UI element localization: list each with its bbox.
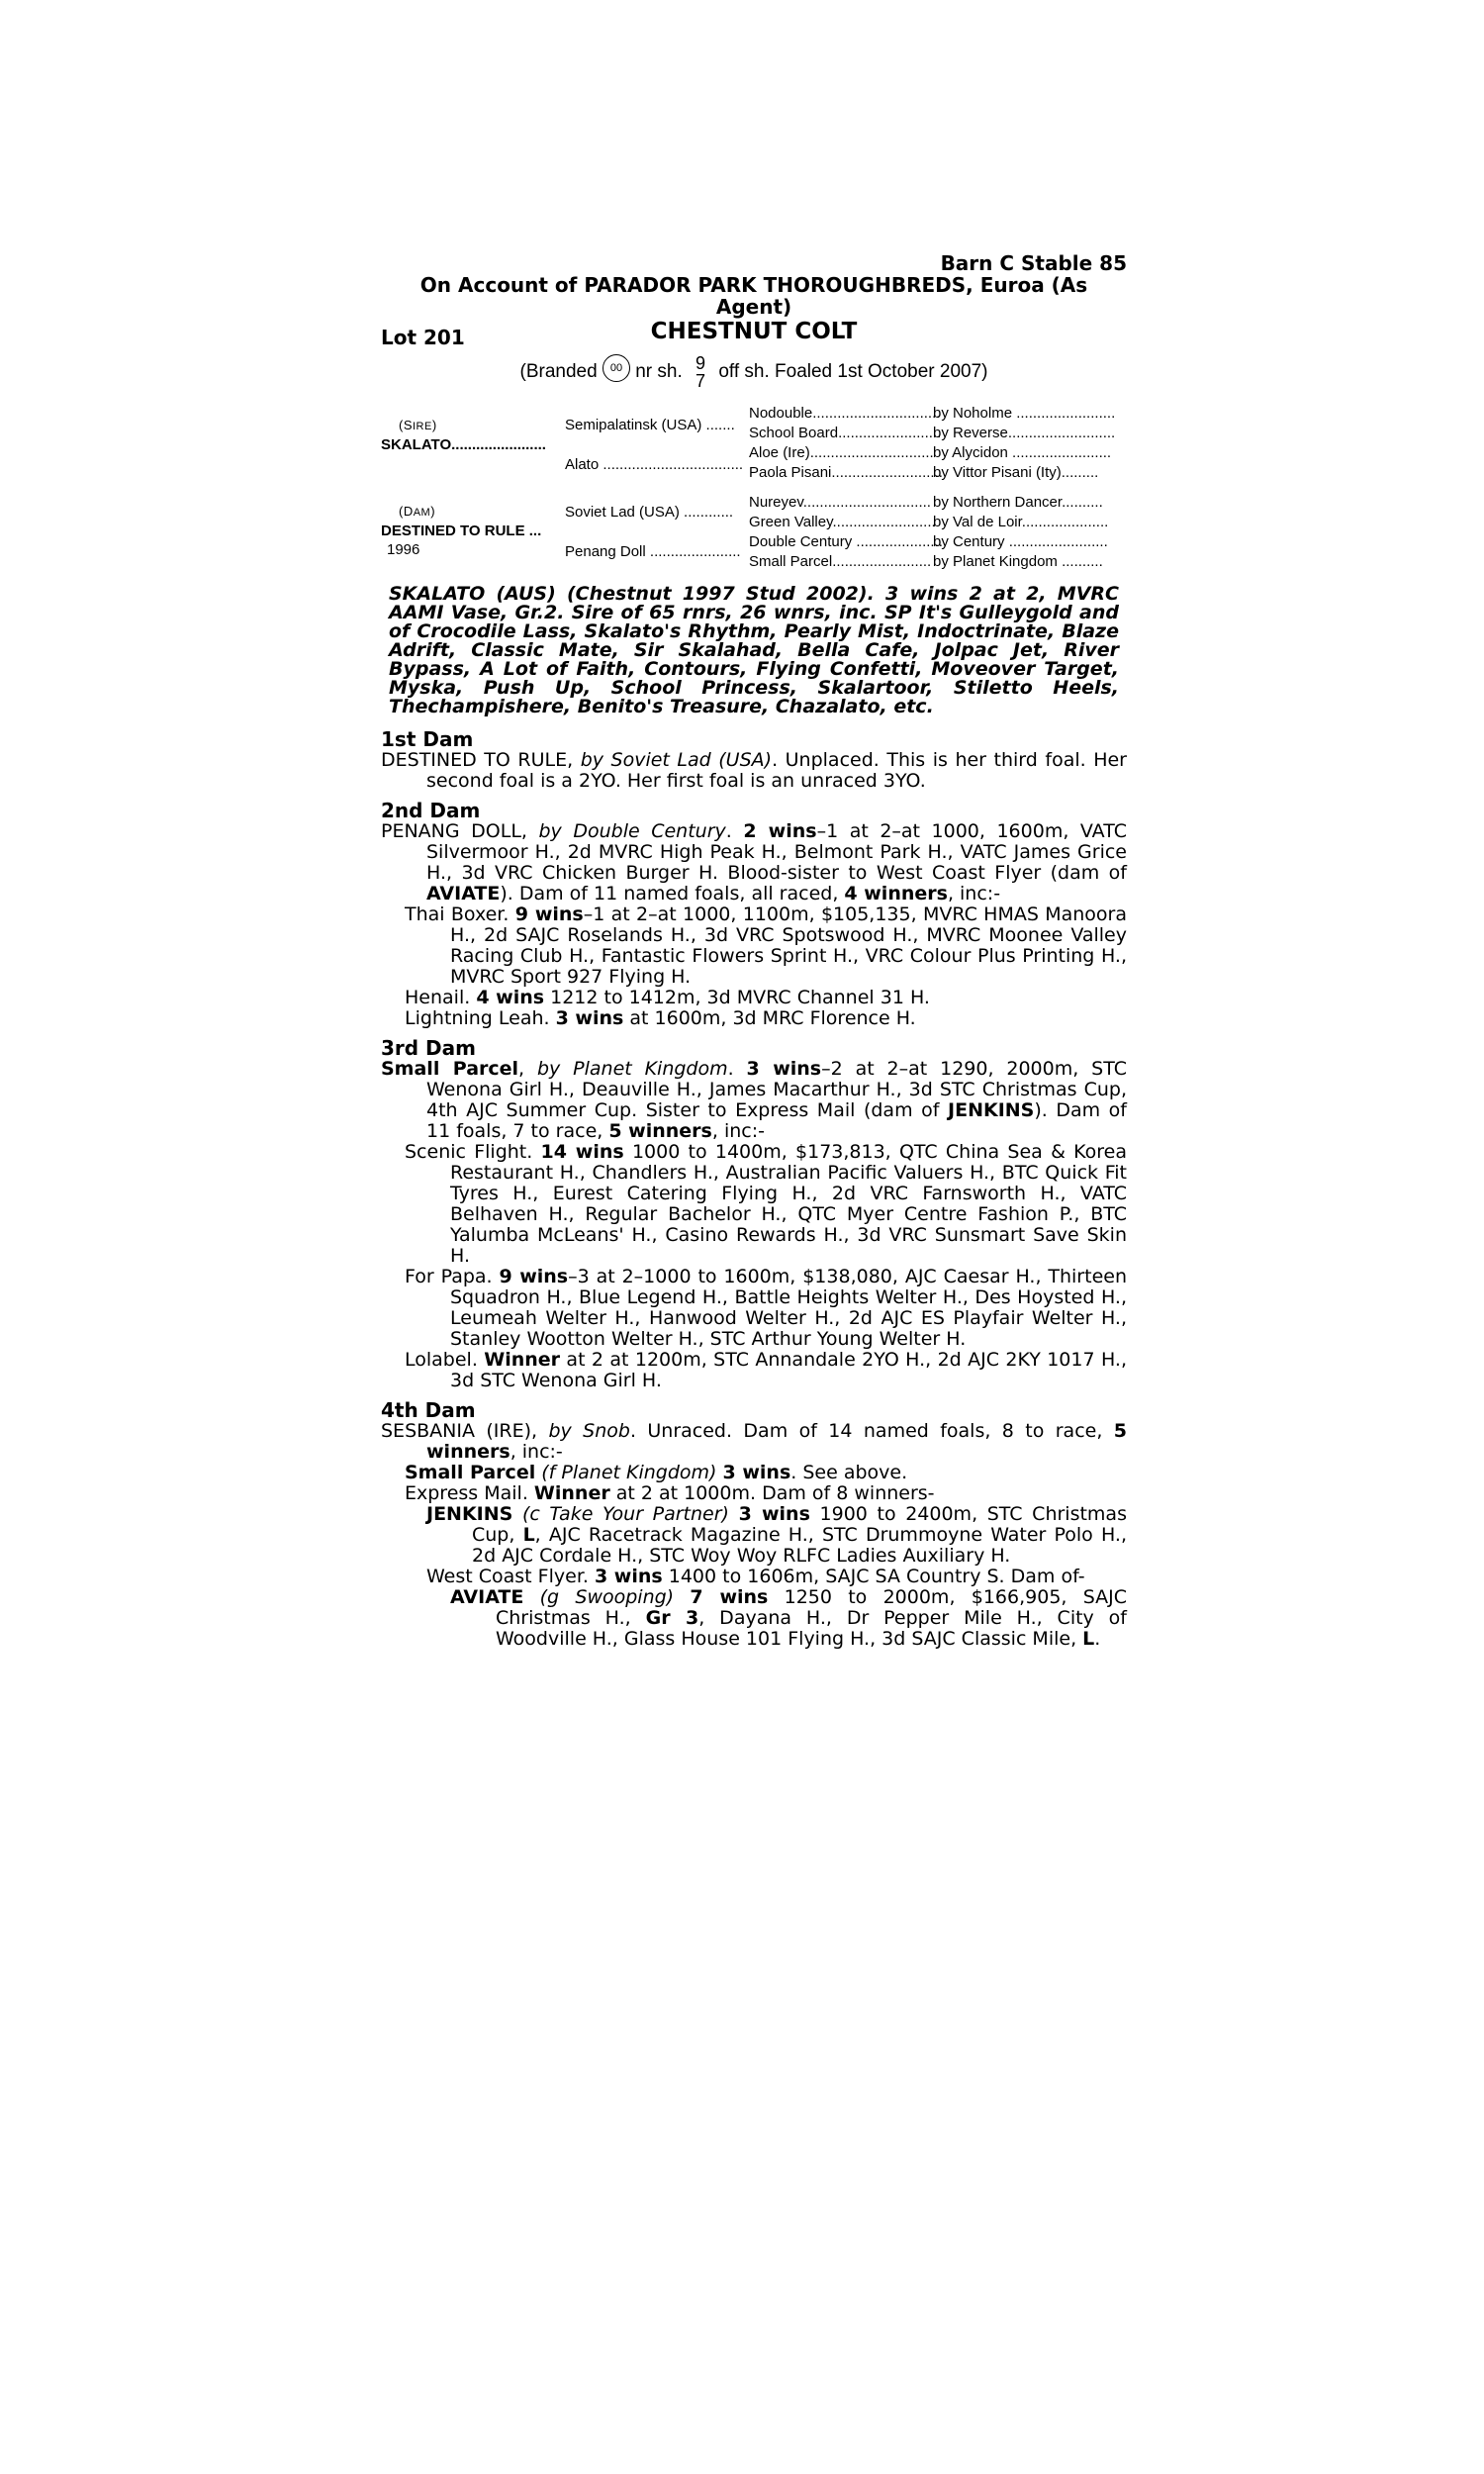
- sire-label: (SIRE): [399, 418, 437, 432]
- sire-summary: SKALATO (AUS) (Chestnut 1997 Stud 2002). 3 wins 2 at 2, MVRC AAMI Vase, Gr.2. Sire of 65 rnrs, 26 wnrs, inc. SP It's Gulleygold and of Crocodile Lass, Skalato's Rhythm, Pearly Mist, Indoctrinate, Blaze Adrift, Classic Mate, Sir Skalahad, Bella Cafe, Jolpac Jet, River Bypass, A Lot of Faith, Contours, Flying Confetti, Moveover Target, Myska, Push Up, School Princess, Skalartoor, Stiletto Heels, Thechampishere, Benito's Treasure, Chazalato, etc.: [389, 583, 1119, 717]
- ggp-6: Green Valley.........................: [749, 514, 936, 530]
- gggp-8: by Planet Kingdom ..........: [933, 553, 1103, 570]
- gggp-1: by Noholme ........................: [933, 405, 1116, 422]
- first-dam-heading: 1st Dam: [381, 727, 474, 751]
- brand-mark-icon: 00: [603, 354, 630, 382]
- ggp-8: Small Parcel........................: [749, 553, 932, 570]
- dam-label: (DAM): [399, 504, 436, 519]
- gggp-4: by Vittor Pisani (Ity).........: [933, 464, 1099, 481]
- dam-year: 1996: [387, 541, 420, 558]
- colour-sex: CHESTNUT COLT: [650, 319, 858, 344]
- foal-lightning-leah: Lightning Leah. 3 wins at 1600m, 3d MRC Florence H.: [405, 1007, 916, 1029]
- foal-for-papa: For Papa. 9 wins–3 at 2–1000 to 1600m, $138,080, AJC Caesar H., Thirteen Squadron H., Blue Legend H., Battle Heights Welter H., Des Hoysted H., Leumeah Welter H., Hanwood Welter H., 2d AJC ES Playfair Welter H., Stanley Wootton Welter H., STC Arthur Young Welter H.: [405, 1266, 1127, 1350]
- vendor-account: On Account of PARADOR PARK THOROUGHBREDS, Euroa (As Agent): [419, 273, 1088, 319]
- foal-thai-boxer: Thai Boxer. 9 wins–1 at 2–at 1000, 1100m, $105,135, MVRC HMAS Manoora H., 2d SAJC Roselands H., 3d VRC Spotswood H., MVRC Moonee Valley Racing Club H., Fantastic Flowers Sprint H., VRC Colour Plus Printing H., MVRC Sport 927 Flying H.: [405, 904, 1128, 988]
- foal-west-coast-flyer: West Coast Flyer. 3 wins 1400 to 1606m, SAJC SA Country S. Dam of-: [426, 1566, 1085, 1587]
- second-dam-heading: 2nd Dam: [381, 799, 481, 822]
- foal-express-mail: Express Mail. Winner at 2 at 1000m. Dam of 8 winners-: [405, 1482, 935, 1504]
- gggp-5: by Northern Dancer..........: [933, 494, 1103, 511]
- grandsire-1: Semipalatinsk (USA) .......: [565, 417, 735, 433]
- foal-henail: Henail. 4 wins 1212 to 1412m, 3d MVRC Channel 31 H.: [405, 987, 930, 1008]
- branded-middle: nr sh.: [635, 361, 683, 382]
- fourth-dam-text: SESBANIA (IRE), by Snob. Unraced. Dam of 14 named foals, 8 to race, 5 winners, inc:-: [381, 1420, 1128, 1463]
- brand-number: [696, 354, 705, 390]
- grandparent-2: Alato ..................................: [565, 456, 744, 473]
- catalogue-page: [381, 252, 1127, 1650]
- barn-stable: Barn C Stable 85: [940, 251, 1127, 275]
- branded-suffix: off sh. Foaled 1st October 2007): [718, 361, 988, 382]
- grandparent-4: Penang Doll ......................: [565, 543, 741, 560]
- lot-number: Lot 201: [381, 326, 465, 349]
- foal-jenkins: JENKINS (c Take Your Partner) 3 wins 1900 to 2400m, STC Christmas Cup, L, AJC Racetrack Magazine H., STC Drummoyne Water Polo H., 2d AJC Cordale H., STC Woy Woy RLFC Ladies Auxiliary H.: [426, 1503, 1127, 1567]
- second-dam-section: [381, 800, 1127, 1029]
- foal-lolabel: Lolabel. Winner at 2 at 1200m, STC Annandale 2YO H., 2d AJC 2KY 1017 H., 3d STC Wenona Girl H.: [405, 1349, 1127, 1391]
- foal-small-parcel: Small Parcel (f Planet Kingdom) 3 wins. See above.: [405, 1462, 908, 1483]
- third-dam-text: Small Parcel, by Planet Kingdom. 3 wins–2 at 2–at 1290, 2000m, STC Wenona Girl H., Deauville H., James Macarthur H., 3d STC Christmas Cup, 4th AJC Summer Cup. Sister to Express Mail (dam of JENKINS). Dam of 11 foals, 7 to race, 5 winners, inc:-: [381, 1058, 1127, 1142]
- branding-line: [381, 351, 1127, 393]
- gggp-3: by Alycidon ........................: [933, 444, 1112, 461]
- fourth-dam-heading: 4th Dam: [381, 1398, 476, 1422]
- fourth-dam-section: [381, 1399, 1127, 1650]
- grandparent-3: Soviet Lad (USA) ............: [565, 504, 734, 521]
- ggp-3: Aloe (Ire)..............................: [749, 444, 934, 461]
- gggp-2: by Reverse..........................: [933, 425, 1116, 441]
- brand-number-bottom: 7: [696, 370, 706, 391]
- third-dam-heading: 3rd Dam: [381, 1036, 476, 1060]
- sire-name: SKALATO.......................: [381, 436, 546, 453]
- first-dam-section: [381, 728, 1127, 792]
- lot-line: [381, 319, 1127, 351]
- ggp-5: Nureyev...............................: [749, 494, 931, 511]
- dam-name: DESTINED TO RULE ...: [381, 523, 542, 539]
- first-dam-text: DESTINED TO RULE, by Soviet Lad (USA). Unplaced. This is her third foal. Her second foal is a 2YO. Her first foal is an unraced 3YO.: [381, 749, 1127, 792]
- pedigree-table: [381, 399, 1127, 575]
- gggp-6: by Val de Loir.....................: [933, 514, 1109, 530]
- third-dam-section: [381, 1037, 1127, 1391]
- ggp-7: Double Century .....................: [749, 533, 943, 550]
- branded-prefix: (Branded: [519, 361, 598, 382]
- second-dam-text: PENANG DOLL, by Double Century. 2 wins–1 at 2–at 1000, 1600m, VATC Silvermoor H., 2d MVRC High Peak H., Belmont Park H., VATC James Grice H., 3d VRC Chicken Burger H. Blood-sister to West Coast Flyer (dam of AVIATE). Dam of 11 named foals, all raced, 4 winners, inc:-: [381, 820, 1127, 904]
- foal-scenic-flight: Scenic Flight. 14 wins 1000 to 1400m, $173,813, QTC China Sea & Korea Restaurant H., Chandlers H., Australian Pacific Valuers H., BTC Quick Fit Tyres H., Eurest Catering Flying H., 2d VRC Farnsworth H., VATC Belhaven H., Regular Bachelor H., QTC Myer Centre Fashion P., BTC Yalumba McLeans' H., Casino Rewards H., 3d VRC Sunsmart Save Skin H.: [405, 1141, 1127, 1267]
- gggp-7: by Century ........................: [933, 533, 1108, 550]
- ggp-1: Nodouble...............................: [749, 405, 941, 422]
- ggp-4: Paola Pisani...........................: [749, 464, 943, 481]
- brand-number-top: 9: [696, 352, 706, 373]
- foal-aviate: AVIATE (g Swooping) 7 wins 1250 to 2000m, $166,905, SAJC Christmas H., Gr 3, Dayana H., Dr Pepper Mile H., City of Woodville H., Glass House 101 Flying H., 3d SAJC Classic Mile, L.: [450, 1586, 1127, 1650]
- ggp-2: School Board.........................: [749, 425, 942, 441]
